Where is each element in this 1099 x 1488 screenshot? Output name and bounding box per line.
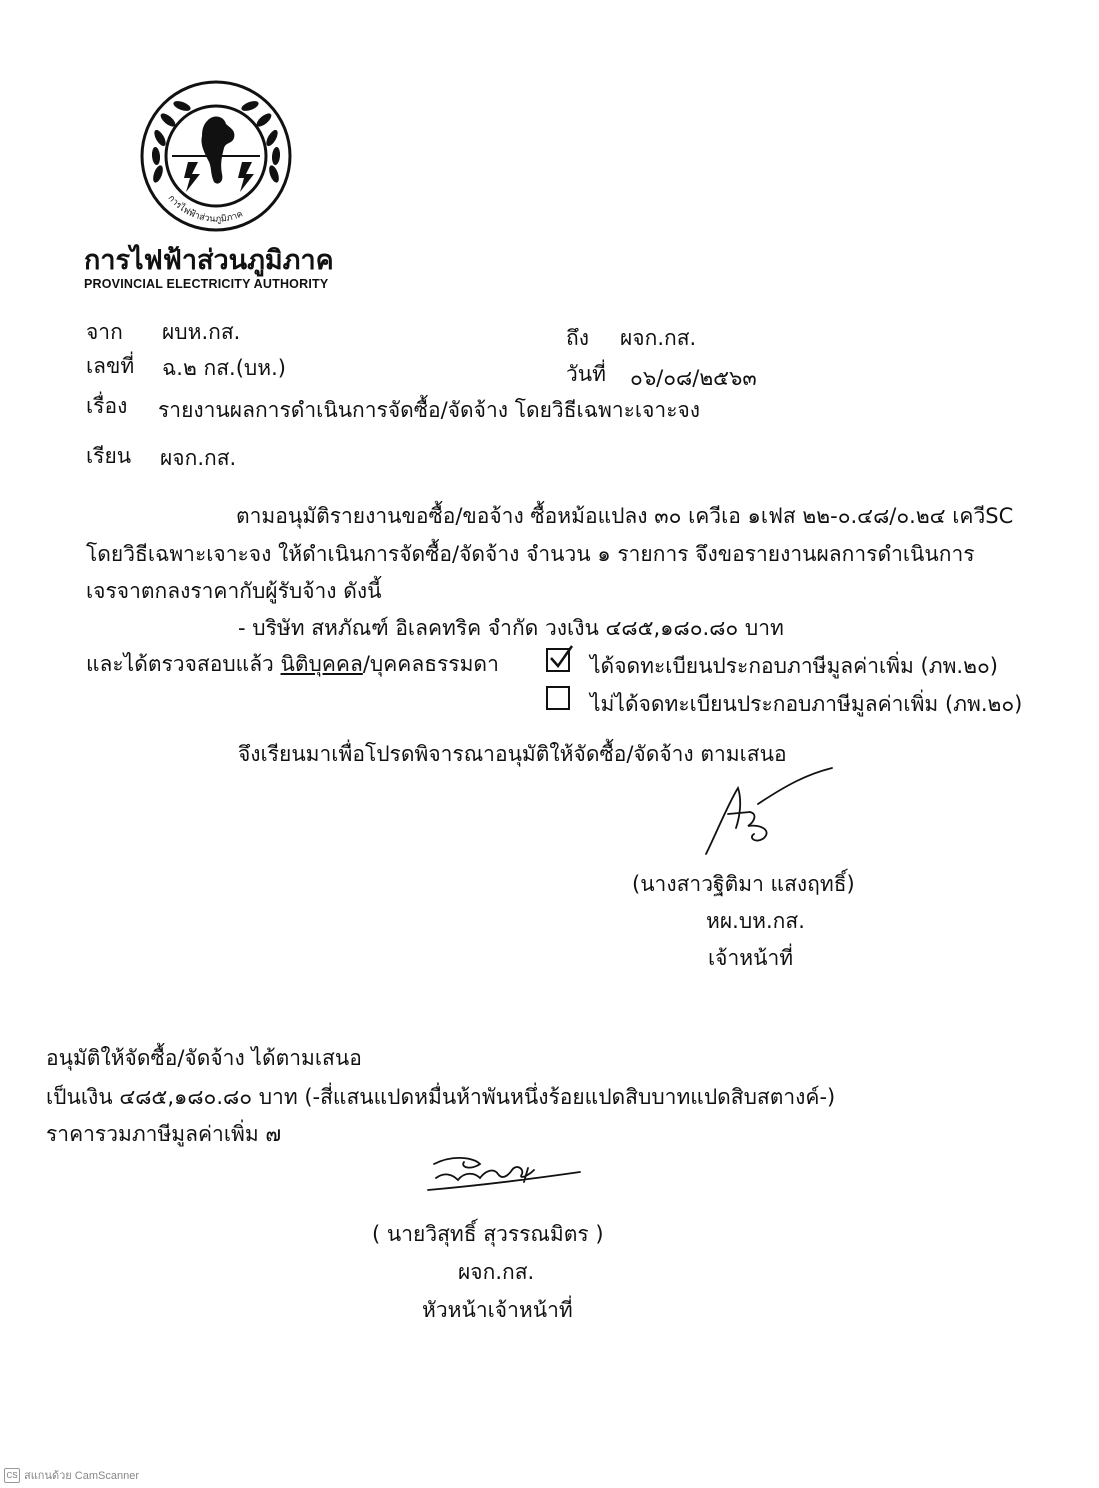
vat-not-registered-checkbox[interactable] [546, 686, 570, 710]
checkmark-icon [546, 642, 576, 672]
natural-person-text: /บุคคลธรรมดา [362, 652, 499, 676]
from-label: จาก [86, 320, 123, 344]
closing-line: จึงเรียนมาเพื่อโปรดพิจารณาอนุมัติให้จัดซื้อ/จัดจ้าง ตามเสนอ [238, 742, 787, 766]
juristic-person-text: นิติบุคคล [280, 652, 363, 676]
number-value: ฉ.๒ กส.(บห.) [162, 356, 286, 380]
checked-statement [86, 648, 499, 681]
approver-role: หัวหน้าเจ้าหน้าที่ [422, 1298, 573, 1322]
attention-label: เรียน [86, 444, 132, 468]
camscanner-logo-icon: CS [4, 1468, 20, 1483]
to-label: ถึง [566, 326, 589, 350]
checked-prefix: และได้ตรวจสอบแล้ว [86, 652, 274, 676]
vat-registered-checkbox[interactable] [546, 648, 570, 672]
vendor-line: - บริษัท สหภัณฑ์ อิเลคทริค จำกัด วงเงิน ๔๘๕,๑๘๐.๘๐ บาท [238, 616, 784, 640]
org-name-th: การไฟฟ้าส่วนภูมิภาค [84, 245, 334, 276]
officer-position: หผ.บห.กส. [706, 909, 805, 933]
attention-value: ผจก.กส. [160, 446, 237, 470]
scanner-text: สแกนด้วย CamScanner [24, 1470, 140, 1482]
to-value: ผจก.กส. [620, 326, 697, 350]
approver-signature-icon [424, 1150, 584, 1205]
paragraph-line-3: เจรจาตกลงราคากับผู้รับจ้าง ดังนี้ [86, 579, 382, 603]
officer-signature-icon [698, 764, 838, 865]
paragraph-line-1: ตามอนุมัติรายงานขอซื้อ/ขอจ้าง ซื้อหม้อแปลง ๓๐ เควีเอ ๑เฟส ๒๒-๐.๔๘/๐.๒๔ เควีSC [236, 504, 1014, 528]
date-value: ๐๖/๐๘/๒๕๖๓ [630, 366, 757, 390]
approval-line-2: เป็นเงิน ๔๘๕,๑๘๐.๘๐ บาท (-สี่แสนแปดหมื่นห้าพันหนึ่งร้อยแปดสิบบาทแปดสิบสตางค์-) [46, 1085, 836, 1109]
org-name-en: PROVINCIAL ELECTRICITY AUTHORITY [84, 277, 329, 291]
svg-text:การไฟฟ้าส่วนภูมิภาค: การไฟฟ้าส่วนภูมิภาค [165, 193, 245, 225]
date-label: วันที่ [566, 362, 606, 386]
approval-line-3: ราคารวมภาษีมูลค่าเพิ่ม ๗ [46, 1122, 282, 1146]
vat-registered-label: ได้จดทะเบียนประกอบภาษีมูลค่าเพิ่ม (ภพ.๒๐) [590, 654, 998, 678]
vat-not-registered-label: ไม่ได้จดทะเบียนประกอบภาษีมูลค่าเพิ่ม (ภพ.๒๐) [590, 692, 1023, 716]
scanner-watermark [4, 1466, 139, 1484]
number-label: เลขที่ [86, 354, 135, 378]
approver-name: ( นายวิสุทธิ์ สุวรรณมิตร ) [372, 1222, 604, 1246]
paragraph-line-2: โดยวิธีเฉพาะเจาะจง ให้ดำเนินการจัดซื้อ/จัดจ้าง จำนวน ๑ รายการ จึงขอรายงานผลการดำเนินการ [86, 542, 975, 566]
subject-value: รายงานผลการดำเนินการจัดซื้อ/จัดจ้าง โดยวิธีเฉพาะเจาะจง [158, 398, 701, 422]
approval-line-1: อนุมัติให้จัดซื้อ/จัดจ้าง ได้ตามเสนอ [46, 1046, 362, 1070]
pea-emblem-icon [138, 78, 294, 234]
from-value: ผบห.กส. [162, 320, 241, 344]
officer-name: (นางสาวฐิติมา แสงฤทธิ์) [632, 872, 855, 896]
subject-label: เรื่อง [86, 394, 128, 418]
officer-role: เจ้าหน้าที่ [708, 946, 794, 970]
approver-position: ผจก.กส. [458, 1260, 535, 1284]
